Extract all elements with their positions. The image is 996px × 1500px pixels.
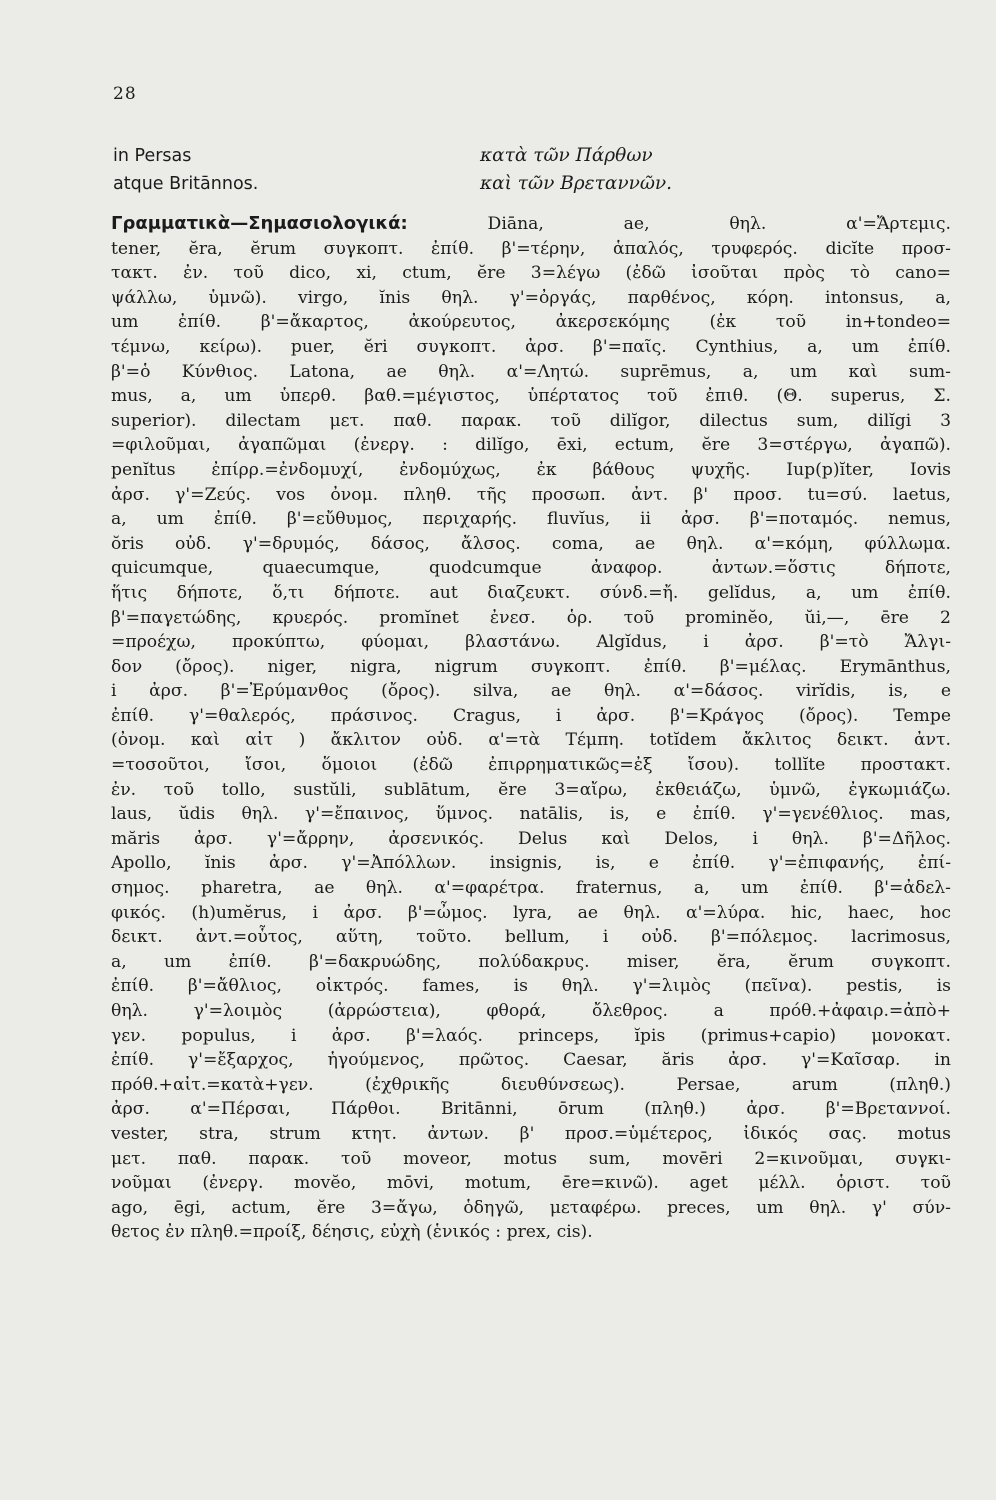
commentary-line: =τοσοῦτοι, ἴσοι, ὅμοιοι (ἐδῶ ἐπιρρηματικῶς=ἐξ ἴσου). tollĭte προστακτ. [111, 755, 951, 776]
commentary-line: ψάλλω, ὑμνῶ). virgo, ĭnis θηλ. γ'=ὀργάς, παρθένος, κόρη. intonsus, a, [111, 287, 951, 308]
verse-greek: κατὰ τῶν Πάρθων [480, 145, 653, 166]
commentary-text: Diāna, ae, θηλ. α'=Ἄρτεμις. [407, 214, 951, 234]
commentary-line: quicumque, quaecumque, quodcumque ἀναφορ. ἀντων.=ὅστις δήποτε, [111, 558, 951, 579]
commentary-line: a, um ἐπίθ. β'=εὔθυμος, περιχαρής. fluvĭus, ii ἀρσ. β'=ποταμός. nemus, [111, 509, 951, 530]
commentary-line: θηλ. γ'=λοιμὸς (ἀρρώστεια), φθορά, ὄλεθρος. a πρόθ.+ἀφαιρ.=ἀπὸ+ [111, 1001, 951, 1021]
commentary-line: tener, ĕra, ĕrum συγκοπτ. ἐπίθ. β'=τέρην, ἁπαλός, τρυφερός. dicĭte προσ- [111, 238, 951, 259]
page-number: 28 [113, 84, 137, 104]
section-heading: Γραμματικὰ—Σημασιολογικά: [111, 213, 408, 234]
commentary-line: um ἐπίθ. β'=ἄκαρτος, ἀκούρευτος, ἀκερσεκόμης (ἐκ τοῦ in+tondeo= [111, 312, 951, 333]
commentary-line: laus, ŭdis θηλ. γ'=ἔπαινος, ὕμνος. natālis, is, e ἐπίθ. γ'=γενέθλιος. mas, [111, 804, 951, 825]
commentary-line: măris ἀρσ. γ'=ἄρρην, ἀρσενικός. Delus καὶ Delos, i θηλ. β'=Δῆλος. [111, 828, 951, 849]
commentary-line: θετος ἐν πληθ.=προίξ, δέησις, εὐχὴ (ἑνικός : prex, cis). [111, 1222, 593, 1243]
commentary-line: φικός. (h)umĕrus, i ἀρσ. β'=ὦμος. lyra, ae θηλ. α'=λύρα. hic, haec, hoc [111, 902, 951, 923]
commentary-line: ŏris οὐδ. γ'=δρυμός, δάσος, ἄλσος. coma, ae θηλ. α'=κόμη, φύλλωμα. [111, 533, 951, 554]
commentary-line: τακτ. ἐν. τοῦ dico, xi, ctum, ĕre 3=λέγω (ἐδῶ ἰσοῦται πρὸς τὸ cano= [111, 263, 951, 284]
commentary-line: γεν. populus, i ἀρσ. β'=λαός. princeps, ĭpis (primus+capio) μονοκατ. [111, 1025, 951, 1046]
commentary-line: σημος. pharetra, ae θηλ. α'=φαρέτρα. fraternus, a, um ἐπίθ. β'=ἀδελ- [111, 878, 951, 899]
commentary-line: ἐν. τοῦ tollo, sustŭli, sublātum, ĕre 3=αἴρω, ἐκθειάζω, ὑμνῶ, ἐγκωμιάζω. [111, 779, 951, 800]
commentary-line: mus, a, um ὑπερθ. βαθ.=μέγιστος, ὑπέρτατος τοῦ ἐπιθ. (Θ. superus, Σ. [111, 386, 951, 407]
commentary-line: Apollo, ĭnis ἀρσ. γ'=Ἀπόλλων. insignis, is, e ἐπίθ. γ'=ἐπιφανής, ἐπί- [111, 853, 951, 874]
commentary-line: πρόθ.+αἰτ.=κατὰ+γεν. (ἐχθρικῆς διευθύνσεως). Persae, arum (πληθ.) [111, 1074, 951, 1095]
commentary-line: ἀρσ. γ'=Ζεύς. vos ὀνομ. πληθ. τῆς προσωπ. ἀντ. β' προσ. tu=σύ. laetus, [111, 484, 951, 505]
commentary-line: a, um ἐπίθ. β'=δακρυώδης, πολύδακρυς. miser, ĕra, ĕrum συγκοπτ. [111, 951, 951, 972]
commentary-line: i ἀρσ. β'=Ἐρύμανθος (ὄρος). silva, ae θηλ. α'=δάσος. virĭdis, is, e [111, 681, 951, 702]
commentary-line: δεικτ. ἀντ.=οὗτος, αὕτη, τοῦτο. bellum, i οὐδ. β'=πόλεμος. lacrimosus, [111, 927, 951, 948]
commentary-line: ἥτις δήποτε, ὅ,τι δήποτε. aut διαζευκτ. σύνδ.=ἤ. gelĭdus, a, um ἐπίθ. [111, 582, 951, 603]
commentary-line: β'=ὁ Κύνθιος. Latona, ae θηλ. α'=Λητώ. suprēmus, a, um καὶ sum- [111, 361, 951, 382]
commentary-line: vester, stra, strum κτητ. ἀντων. β' προσ.=ὑμέτερος, ἰδικός σας. motus [111, 1123, 951, 1144]
verse-greek: καὶ τῶν Βρεταννῶν. [480, 173, 673, 194]
commentary-line: ago, ēgi, actum, ĕre 3=ἄγω, ὁδηγῶ, μεταφέρω. preces, um θηλ. γ' σύν- [111, 1197, 951, 1218]
commentary [111, 212, 951, 1245]
commentary-line: ἐπίθ. β'=ἄθλιος, οἰκτρός. fames, is θηλ. γ'=λιμὸς (πεῖνα). pestis, is [111, 976, 951, 997]
commentary-line: penĭtus ἐπίρρ.=ἐνδομυχί, ἐνδομύχως, ἐκ βάθους ψυχῆς. Iup(p)ĭter, Iovis [111, 459, 951, 480]
commentary-line [111, 212, 951, 237]
commentary-line: τέμνω, κείρω). puer, ĕri συγκοπτ. ἀρσ. β'=παῖς. Cynthius, a, um ἐπίθ. [111, 336, 951, 357]
commentary-line: (ὀνομ. καὶ αἰτ ) ἄκλιτον οὐδ. α'=τὰ Τέμπη. totĭdem ἄκλιτος δεικτ. ἀντ. [111, 730, 951, 751]
verse-latin: atque Britānnos. [113, 174, 259, 194]
commentary-line: ἐπίθ. γ'=θαλερός, πράσινος. Cragus, i ἀρσ. β'=Κράγος (ὄρος). Tempe [111, 705, 951, 726]
commentary-line: δον (ὄρος). niger, nigra, nigrum συγκοπτ. ἐπίθ. β'=μέλας. Erymānthus, [111, 656, 951, 677]
verse-line [113, 142, 913, 170]
commentary-line: =φιλοῦμαι, ἀγαπῶμαι (ἐνεργ. : dilĭgo, ēxi, ectum, ĕre 3=στέργω, ἀγαπῶ). [111, 435, 951, 456]
verse-latin: in Persas [113, 146, 192, 166]
commentary-line: superior). dilectam μετ. παθ. παρακ. τοῦ dilĭgor, dilectus sum, dilĭgi 3 [111, 410, 951, 431]
verse-line [113, 170, 913, 198]
commentary-line: β'=παγετώδης, κρυερός. promĭnet ἐνεσ. ὁρ. τοῦ prominĕo, ŭi,—, ēre 2 [111, 607, 951, 628]
commentary-line: =προέχω, προκύπτω, φύομαι, βλαστάνω. Algĭdus, i ἀρσ. β'=τὸ Ἄλγι- [111, 632, 951, 653]
commentary-line: ἀρσ. α'=Πέρσαι, Πάρθοι. Britānni, ōrum (πληθ.) ἀρσ. β'=Βρεταννοί. [111, 1099, 951, 1120]
verse-block [113, 142, 913, 198]
commentary-line: ἐπίθ. γ'=ἔξαρχος, ἡγούμενος, πρῶτος. Caesar, ăris ἀρσ. γ'=Καῖσαρ. in [111, 1050, 951, 1071]
commentary-line: μετ. παθ. παρακ. τοῦ moveor, motus sum, movēri 2=κινοῦμαι, συγκι- [111, 1148, 951, 1169]
commentary-line: νοῦμαι (ἐνεργ. movĕo, mōvi, motum, ēre=κινῶ). aget μέλλ. ὁριστ. τοῦ [111, 1173, 951, 1194]
